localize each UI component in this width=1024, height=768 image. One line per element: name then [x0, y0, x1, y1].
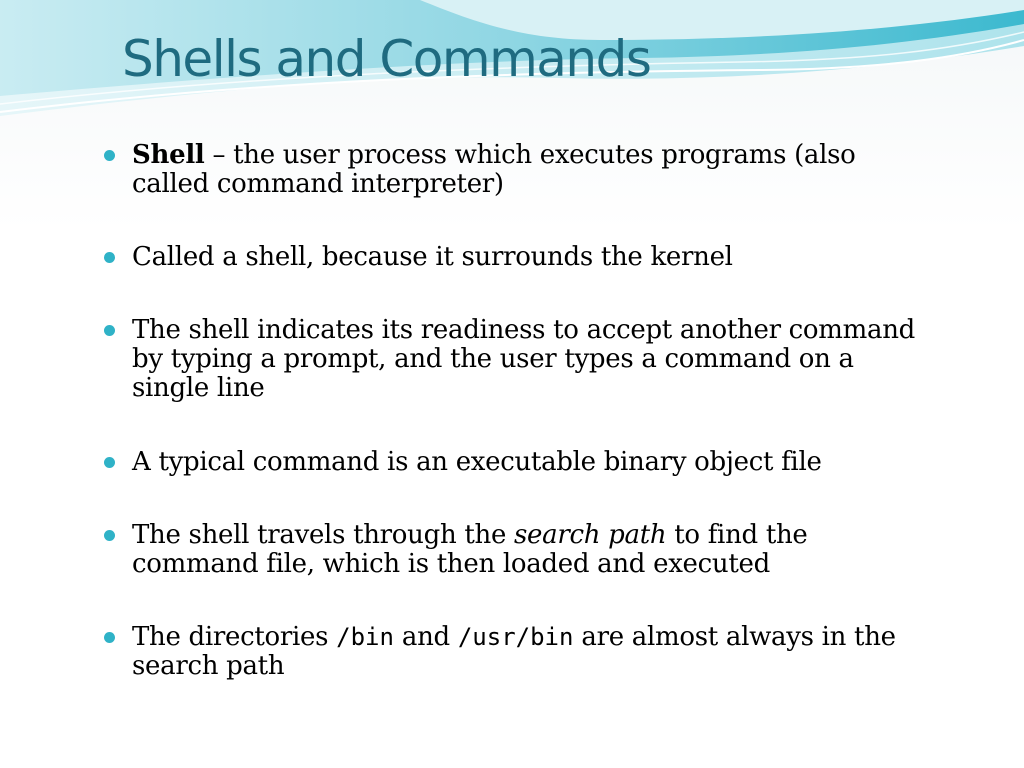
bullet-dot-icon — [104, 325, 115, 336]
bullet-item — [104, 448, 934, 477]
bullet-item — [104, 141, 934, 199]
bullet-dot-icon — [104, 632, 115, 643]
bullet-text-after: to find the command file, which is then loaded and executed — [132, 520, 808, 579]
slide-title: Shells and Commands — [122, 30, 651, 88]
bullet-text: Called a shell, because it surrounds the kernel — [132, 242, 733, 272]
bullet-item — [104, 316, 934, 403]
bin-path-code: /bin — [336, 623, 394, 651]
bullet-text — [132, 141, 934, 199]
bullet-text-before: The shell travels through the — [132, 520, 515, 550]
bullet-item — [104, 243, 934, 272]
bullet-term: Shell — [132, 140, 205, 170]
bullet-text: The shell indicates its readiness to accept another command by typing a prompt, and the user types a command on a single line — [132, 315, 915, 403]
bullet-dot-icon — [104, 530, 115, 541]
bullet-text — [132, 623, 934, 681]
bullet-body: – the user process which executes programs (also called command interpreter) — [132, 140, 856, 199]
bullet-text — [132, 521, 934, 579]
bullet-text-before: The directories — [132, 622, 337, 652]
bullet-text: A typical command is an executable binary object file — [132, 447, 822, 477]
bullet-item — [104, 623, 934, 681]
bullet-dot-icon — [104, 457, 115, 468]
bullet-dot-icon — [104, 150, 115, 161]
bullet-emphasis: search path — [514, 520, 667, 550]
usr-bin-path-code: /usr/bin — [457, 623, 574, 651]
bullet-item — [104, 521, 934, 579]
bullet-text-middle: and — [393, 622, 458, 652]
bullet-dot-icon — [104, 252, 115, 263]
bullet-text-after: are almost always in the search path — [132, 622, 896, 681]
